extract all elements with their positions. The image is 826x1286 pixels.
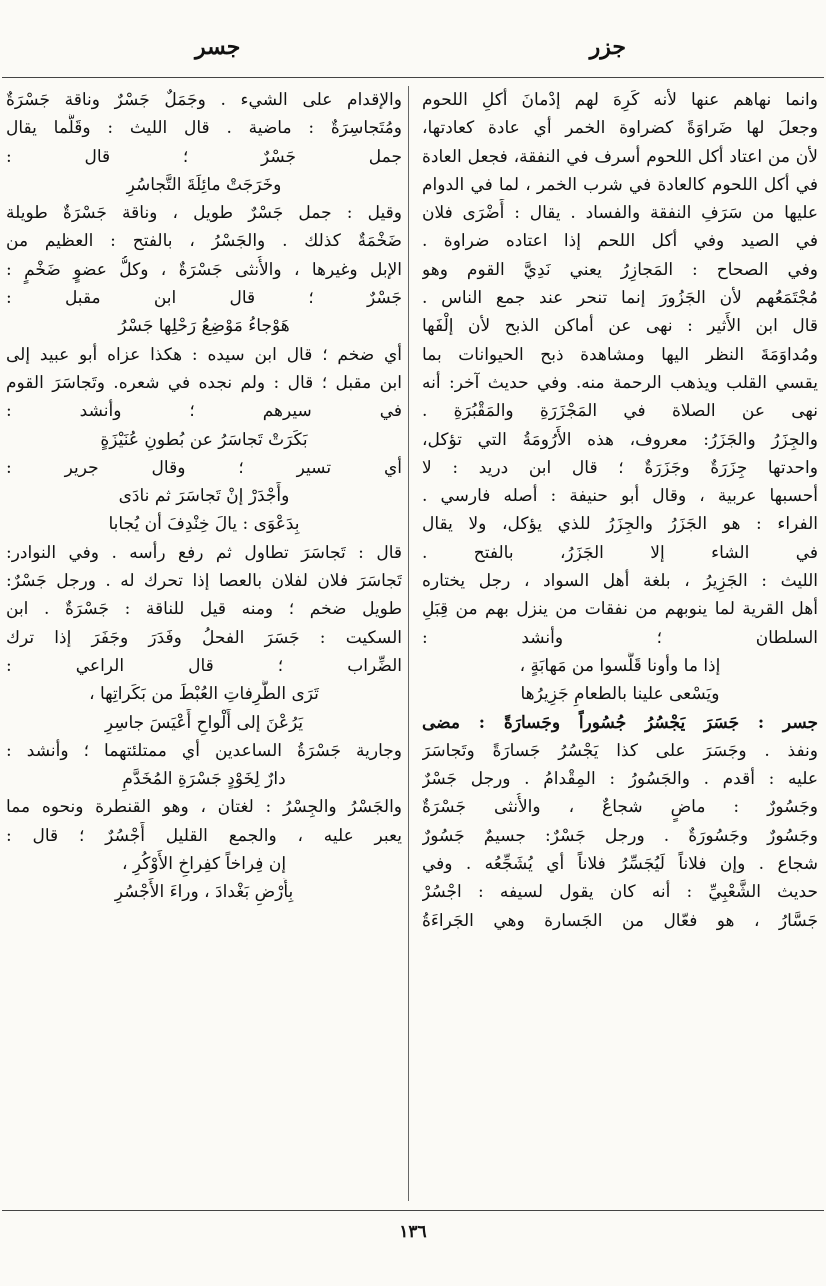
text-line: ومُداوَمَةَ النظر اليها ومشاهدة ذبح الحيوانات بما <box>422 344 818 365</box>
text-line: واحدتها جِزَرَةٌ وجَزَرَةٌ ؛ قال ابن دريد : لا <box>422 457 818 478</box>
text-line: يقسي القلب ويذهب الرحمة منه. وفي حديث آخر: أنه <box>422 372 818 393</box>
text-line: شجاع . وإن فلاناً لَيُجَسِّرُ فلاناً أي يُشَجِّعُه . وفي <box>422 854 818 875</box>
text-line: أي تسير ؛ وقال جرير : <box>6 457 402 478</box>
text-line: السكيت : جَسَرَ الفحلُ وفَدَرَ وجَفَرَ إذا ترك <box>6 627 402 648</box>
header-root-word-left: جسر <box>195 34 241 60</box>
text-line: ومُتَجاسِرَةٌ : ماضية . قال الليث : وقَلَّما يقال <box>6 118 402 139</box>
header-root-word-right: جزر <box>589 34 626 60</box>
text-line: جمل جَسْرٌ ؛ قال : <box>6 146 402 167</box>
text-line: يعبر عليه ، والجمع القليل أَجْسُرٌ ؛ قال : <box>6 825 402 846</box>
text-line: في الصيد وفي أكل اللحم إذا اعتاده ضراوة . <box>422 231 818 252</box>
verse-line: إذا ما وأونا قَلَّسوا من مَهابَةٍ ، <box>519 655 721 676</box>
verse-line: دارٌ لِخَوْدٍ جَسْرَةِ المُخَدَّمِ <box>122 769 286 790</box>
text-line: قال ابن الأَثير : نهى عن أماكن الذبح لأن إلْفَها <box>422 316 818 337</box>
text-line: والجِزَرُ والجَزَرُ: معروف، هذه الأَرُومَةُ التي تؤكل، <box>422 429 818 450</box>
column-divider <box>408 86 409 1201</box>
verse-line: بِأَرْضِ بَغْدادَ ، وراءَ الأَجْسُرِ <box>114 882 294 903</box>
text-line: مُجْتَمَعُهم لأن الجَزُورَ إنما تنحر عند جمع الناس . <box>422 288 818 309</box>
verse-line: وخَرَجَتْ مائِلَةَ التَّجاسُرِ <box>126 174 282 195</box>
text-line: عليه : أقدم . والجَسُورُ : المِقْدامُ . ورجل جَسْرٌ <box>422 769 818 790</box>
text-line: أي ضخم ؛ قال ابن سيده : هكذا عزاه أبو عبيد إلى <box>6 344 402 365</box>
text-line: وجارية جَسْرَةُ الساعدين أي ممتلئتهما ؛ وأنشد : <box>6 740 402 761</box>
text-line: تَجاسَرَ فلان لفلان بالعصا إذا تحرك له . ورجل جَسْرٌ: <box>6 571 402 592</box>
text-line: في أكل اللحوم كالعادة في شرب الخمر ، لما في الدوام <box>422 174 818 195</box>
text-line: في سيرهم ؛ وأنشد : <box>6 401 402 422</box>
text-line: وفي الصحاح : المَجازِرُ يعني نَدِيَّ القوم وهو <box>422 259 818 280</box>
text-line: جسر : جَسَرَ يَجْسُرُ جُسُوراً وجَسارَةً : مضى <box>422 712 818 733</box>
text-line: نهى عن الصلاة في المَجْزَرَةِ والمَقْبُرَةِ . <box>422 401 818 422</box>
verse-line: إن فِراخاً كفِراخِ الأَوْكُرِ ، <box>121 854 287 875</box>
text-line: الفراء : هو الجَزَرُ والجِزَرُ للذي يؤكل، ولا يقال <box>422 514 818 535</box>
text-line: وجعلَ لها ضَراوَةً كضراوة الخمر أي عادة كعادتها، <box>422 118 818 139</box>
text-line: ونفذ . وجَسَرَ على كذا يَجْسُرُ جَسارَةً وتَجاسَرَ <box>422 740 818 761</box>
page-number: ١٣٦ <box>399 1222 427 1242</box>
verse-line: يَرُعْنَ إلى أَلْواحِ أَعْيَسَ جاسِرِ <box>104 712 304 733</box>
text-line: والجَسْرُ والجِسْرُ : لغتان ، وهو القنطرة ونحوه مما <box>6 797 402 818</box>
verse-line: وأَجْدَرْ إنْ تَجاسَرَ ثم نادَى <box>118 486 290 507</box>
text-line: حديث الشَّعْبِيِّ : أنه كان يقول لسيفه : اجْسُرْ <box>422 882 818 903</box>
text-line: جَسَّارُ ، هو فعّال من الجَسارة وهي الجَراءَةُ <box>422 910 818 931</box>
text-line: السلطان ؛ وأنشد : <box>422 627 818 648</box>
text-line: ضَخْمَةٌ كذلك . والجَسْرُ ، بالفتح : العظيم من <box>6 231 402 252</box>
verse-line: بِدَعْوَى : يالَ خِنْدِفَ أن يُجابا <box>108 514 300 535</box>
text-line: في الشاء إلا الجَزَرُ، بالفتح . <box>422 542 818 563</box>
text-line: أهل القرية لما ينوبهم من نفقات من ينزل بهم من قِبَلِ <box>422 599 818 620</box>
text-line: جَسْرٌ ؛ قال ابن مقبل : <box>6 288 402 309</box>
text-line: الليث : الجَزِيرُ ، بلغة أهل السواد ، رجل يختاره <box>422 571 818 592</box>
text-line: وقيل : جمل جَسْرٌ طويل ، وناقة جَسْرَةٌ طويلة <box>6 203 402 224</box>
text-line: ابن مقبل ؛ قال : ولم نجده في شعره. وتَجاسَرَ القوم <box>6 372 402 393</box>
text-line: قال : تَجاسَرَ تطاول ثم رفع رأسه . وفي النوادر: <box>6 542 402 563</box>
verse-line: بَكَرَتْ تَجاسَرُ عن بُطونِ عُنَيْزَةٍ <box>100 429 308 450</box>
text-line: الضِّراب ؛ قال الراعي : <box>6 655 402 676</box>
text-line: طويل ضخم ؛ ومنه قيل للناقة : جَسْرَةٌ . ابن <box>6 599 402 620</box>
verse-line: تَرَى الطَّرِفاتِ العُبْطَ من بَكَراتِها ، <box>89 684 319 705</box>
text-line: الإبل وغيرها ، والأُنثى جَسْرَةٌ ، وكلُّ عضوٍ ضَخْمٍ : <box>6 259 402 280</box>
right-column <box>422 86 818 1204</box>
left-column <box>6 86 402 1204</box>
text-line: وجَسُورٌ : ماضٍ شجاعٌ ، والأُنثى جَسْرَةٌ <box>422 797 818 818</box>
text-line: وجَسُورٌ وجَسُورَةٌ . ورجل جَسْرٌ: جسيمٌ جَسُورٌ <box>422 825 818 846</box>
text-line: وانما نهاهم عنها لأنه كَرِهَ لهم إدْمانَ أكلِ اللحوم <box>422 90 818 110</box>
verse-line: هَوْجاءُ مَوْضِعُ رَحْلِها جَسْرُ <box>118 316 290 337</box>
header-rule <box>2 77 824 78</box>
text-line: عليها من سَرَفِ النفقة والفساد . يقال : أَضْرَى فلان <box>422 203 818 224</box>
text-line: أحسبها عربية ، وقال أبو حنيفة : أصله فارسي . <box>422 486 818 507</box>
verse-line: ويَسْعى علينا بالطعامِ جَزِيرُها <box>520 684 720 705</box>
footer-rule <box>2 1210 824 1211</box>
text-line: والإقدام على الشيء . وجَمَلٌ جَسْرٌ وناقة جَسْرَةٌ <box>6 90 402 110</box>
text-line: لأن من اعتاد أكل اللحوم أسرف في النفقة، فجعل العادة <box>422 146 818 167</box>
